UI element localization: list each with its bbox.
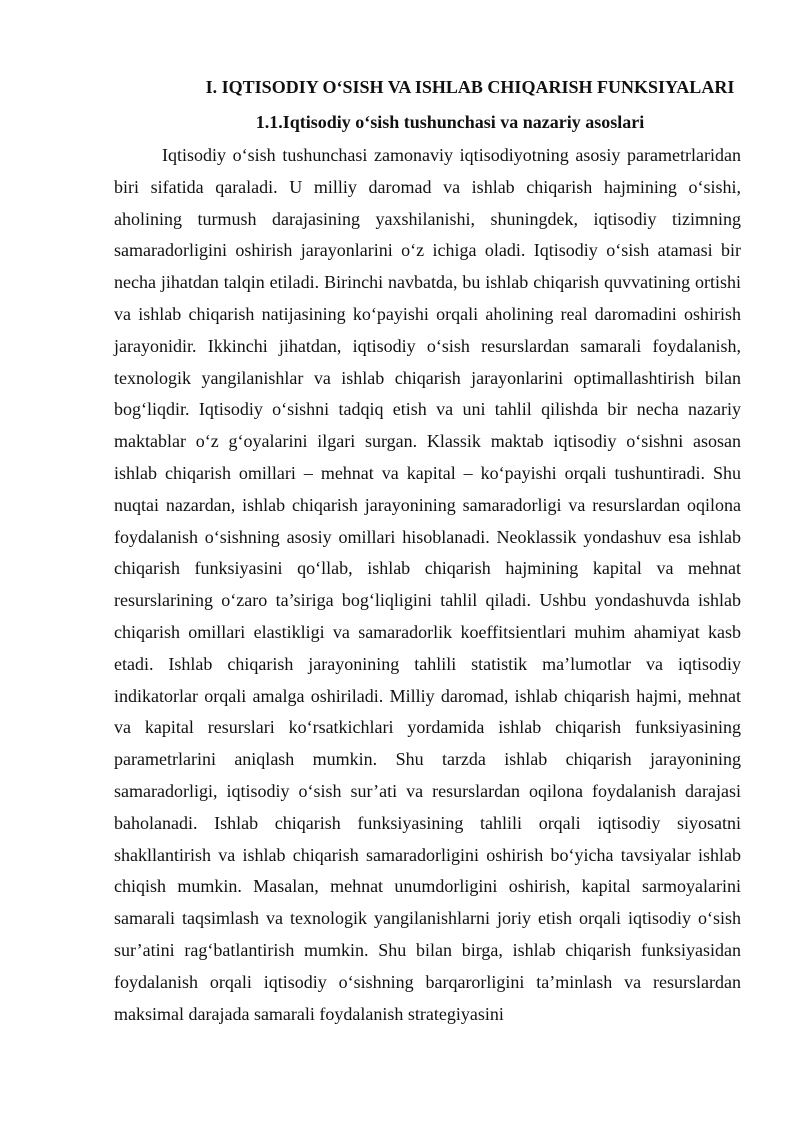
section-title: 1.1.Iqtisodiy o‘sish tushunchasi va nazariy asoslari: [255, 112, 645, 132]
chapter-title: I. IQTISODIY O‘SISH VA ISHLAB CHIQARISH FUNKSIYALARI: [205, 77, 735, 97]
body-paragraph: Iqtisodiy o‘sish tushunchasi zamonaviy iqtisodiyotning asosiy parametrlaridan biri sifatida qaraladi. U milliy daromad va ishlab chiqarish hajmining o‘sishi, aholining turmush darajasining yaxshilanishi, shuningdek, iqtisodiy tizimning samaradorligini oshirish jarayonlarini o‘z ichiga oladi. Iqtisodiy o‘sish atamasi bir necha jihatdan talqin etiladi. Birinchi navbatda, bu ishlab chiqarish quvvatining ortishi va ishlab chiqarish natijasining ko‘payishi orqali aholining real daromadini oshirish jarayonidir. Ikkinchi jihatdan, iqtisodiy o‘sish resurslardan samarali foydalanish, texnologik yangilanishlar va ishlab chiqarish jarayonlarini optimallashtirish bilan bog‘liqdir. Iqtisodiy o‘sishni tadqiq etish va uni tahlil qilishda bir necha nazariy maktablar o‘z g‘oyalarini ilgari surgan. Klassik maktab iqtisodiy o‘sishni asosan ishlab chiqarish omillari – mehnat va kapital – ko‘payishi orqali tushuntiradi. Shu nuqtai nazardan, ishlab chiqarish jarayonining samaradorligi va resurslardan oqilona foydalanish o‘sishning asosiy omillari hisoblanadi. Neoklassik yondashuv esa ishlab chiqarish funksiyasini qo‘llab, ishlab chiqarish hajmining kapital va mehnat resurslarining o‘zaro ta’siriga bog‘liqligini tahlil qiladi. Ushbu yondashuvda ishlab chiqarish omillari elastikligi va samaradorlik koeffitsientlari muhim ahamiyat kasb etadi. Ishlab chiqarish jarayonining tahlili statistik ma’lumotlar va iqtisodiy indikatorlar orqali amalga oshiriladi. Milliy daromad, ishlab chiqarish hajmi, mehnat va kapital resurslari ko‘rsatkichlari yordamida ishlab chiqarish funksiyasining parametrlarini aniqlash mumkin. Shu tarzda ishlab chiqarish jarayonining samaradorligi, iqtisodiy o‘sish sur’ati va resurslardan oqilona foydalanish darajasi baholanadi. Ishlab chiqarish funksiyasining tahlili orqali iqtisodiy siyosatni shakllantirish va ishlab chiqarish samaradorligini oshirish bo‘yicha tavsiyalar ishlab chiqish mumkin. Masalan, mehnat unumdorligini oshirish, kapital sarmoyalarini samarali taqsimlash va texnologik yangilanishlarni joriy etish orqali iqtisodiy o‘sish sur’atini rag‘batlantirish mumkin. Shu bilan birga, ishlab chiqarish funksiyasidan foydalanish orqali iqtisodiy o‘sishning barqarorligini ta’minlash va resurslardan maksimal darajada samarali foydalanish strategiyasini: [114, 145, 741, 1024]
